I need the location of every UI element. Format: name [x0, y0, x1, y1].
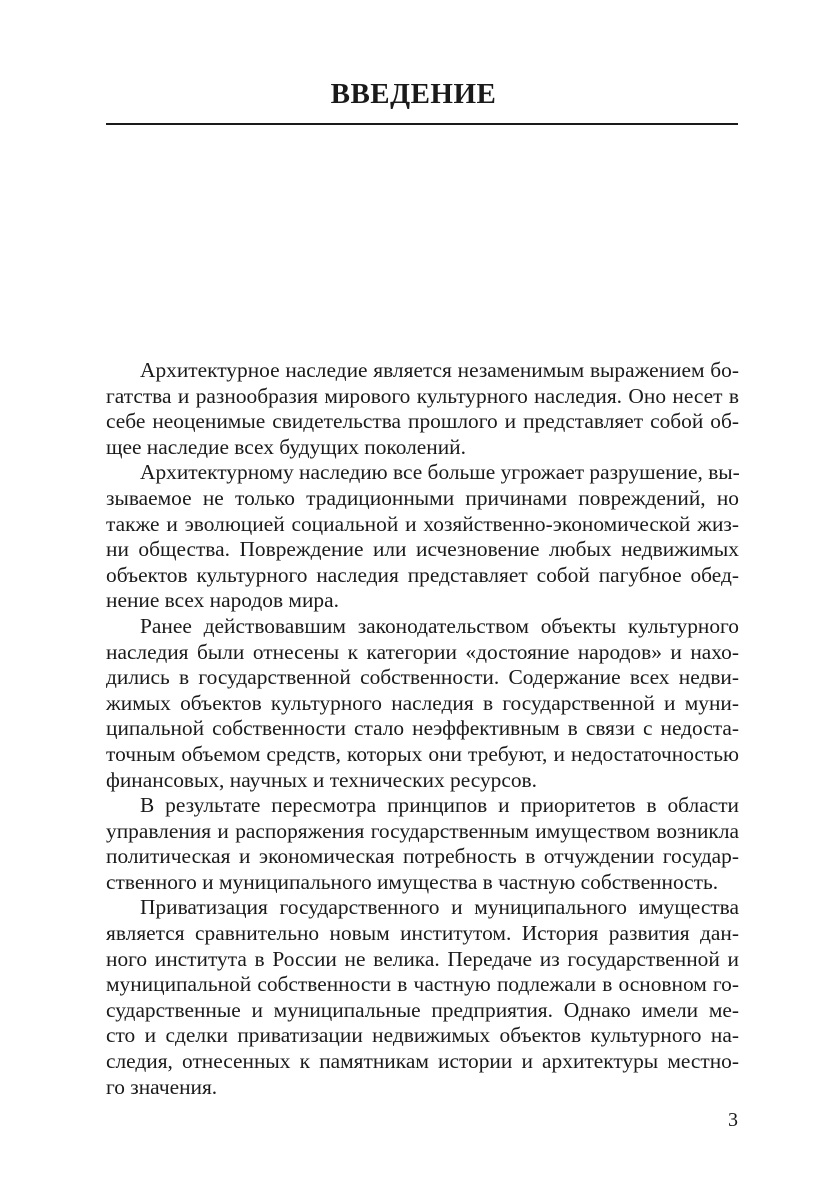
text-line: финансовых, научных и технических ресурсов. — [106, 767, 537, 792]
page-number: 3 — [728, 1109, 738, 1131]
text-line: дились в государственной собственности. Содержание всех недви- — [106, 665, 739, 690]
text-line: зываемое не только традиционными причинами повреждений, но — [106, 485, 739, 510]
text-line: щее наследие всех будущих поколений. — [106, 434, 466, 459]
text-line: также и эволюцией социальной и хозяйственно-экономической жиз- — [106, 511, 739, 536]
paragraph-1 — [106, 358, 739, 460]
text-line: ни общества. Повреждение или исчезновение любых недвижимых — [106, 537, 739, 562]
text-line: ственного и муниципального имущества в частную собственность. — [106, 869, 719, 894]
text-line: В результате пересмотра принципов и приоритетов в области — [140, 793, 739, 818]
text-line: ципальной собственности стало неэффективным в связи с недоста- — [106, 716, 739, 741]
text-line: себе неоценимые свидетельства прошлого и представляет собой об- — [106, 409, 739, 434]
text-line: наследия были отнесены к категории «достояние народов» и нахо- — [106, 639, 739, 664]
text-line: Архитектурному наследию все больше угрожает разрушение, вы- — [140, 460, 740, 485]
text-line: Ранее действовавшим законодательством объекты культурного — [140, 613, 739, 638]
text-line: политическая и экономическая потребность в отчуждении государ- — [106, 844, 739, 869]
text-line: гатства и разнообразия мирового культурного наследия. Оно несет в — [106, 383, 739, 408]
text-line: жимых объектов культурного наследия в государственной и муни- — [106, 690, 739, 715]
text-line: точным объемом средств, которых они требуют, и недостаточностью — [106, 741, 739, 766]
paragraph-3 — [106, 614, 739, 793]
text-line: сударственные и муниципальные предприятия. Однако имели ме- — [106, 997, 739, 1022]
text-line: является сравнительно новым институтом. История развития дан- — [106, 921, 739, 946]
text-line: Архитектурное наследие является незаменимым выражением бо- — [140, 358, 739, 382]
text-line: Приватизация государственного и муниципального имущества — [140, 895, 739, 920]
text-line: муниципальной собственности в частную подлежали в основном го- — [106, 972, 739, 997]
paragraph-4 — [106, 793, 739, 895]
text-line: сто и сделки приватизации недвижимых объектов культурного на- — [106, 1023, 739, 1048]
paragraph-5 — [106, 895, 739, 1100]
page-title: ВВЕДЕНИЕ — [330, 78, 497, 110]
text-line: объектов культурного наследия представляет собой пагубное обед- — [106, 562, 739, 587]
paragraph-2 — [106, 460, 739, 614]
text-line: го значения. — [106, 1074, 218, 1099]
title-divider — [106, 123, 738, 125]
text-line: нение всех народов мира. — [106, 588, 339, 613]
body-text — [106, 358, 739, 1100]
text-line: следия, отнесенных к памятникам истории и архитектуры местно- — [106, 1049, 739, 1074]
text-line: ного института в России не велика. Передаче из государственной и — [106, 946, 739, 971]
text-line: управления и распоряжения государственным имуществом возникла — [106, 818, 739, 843]
